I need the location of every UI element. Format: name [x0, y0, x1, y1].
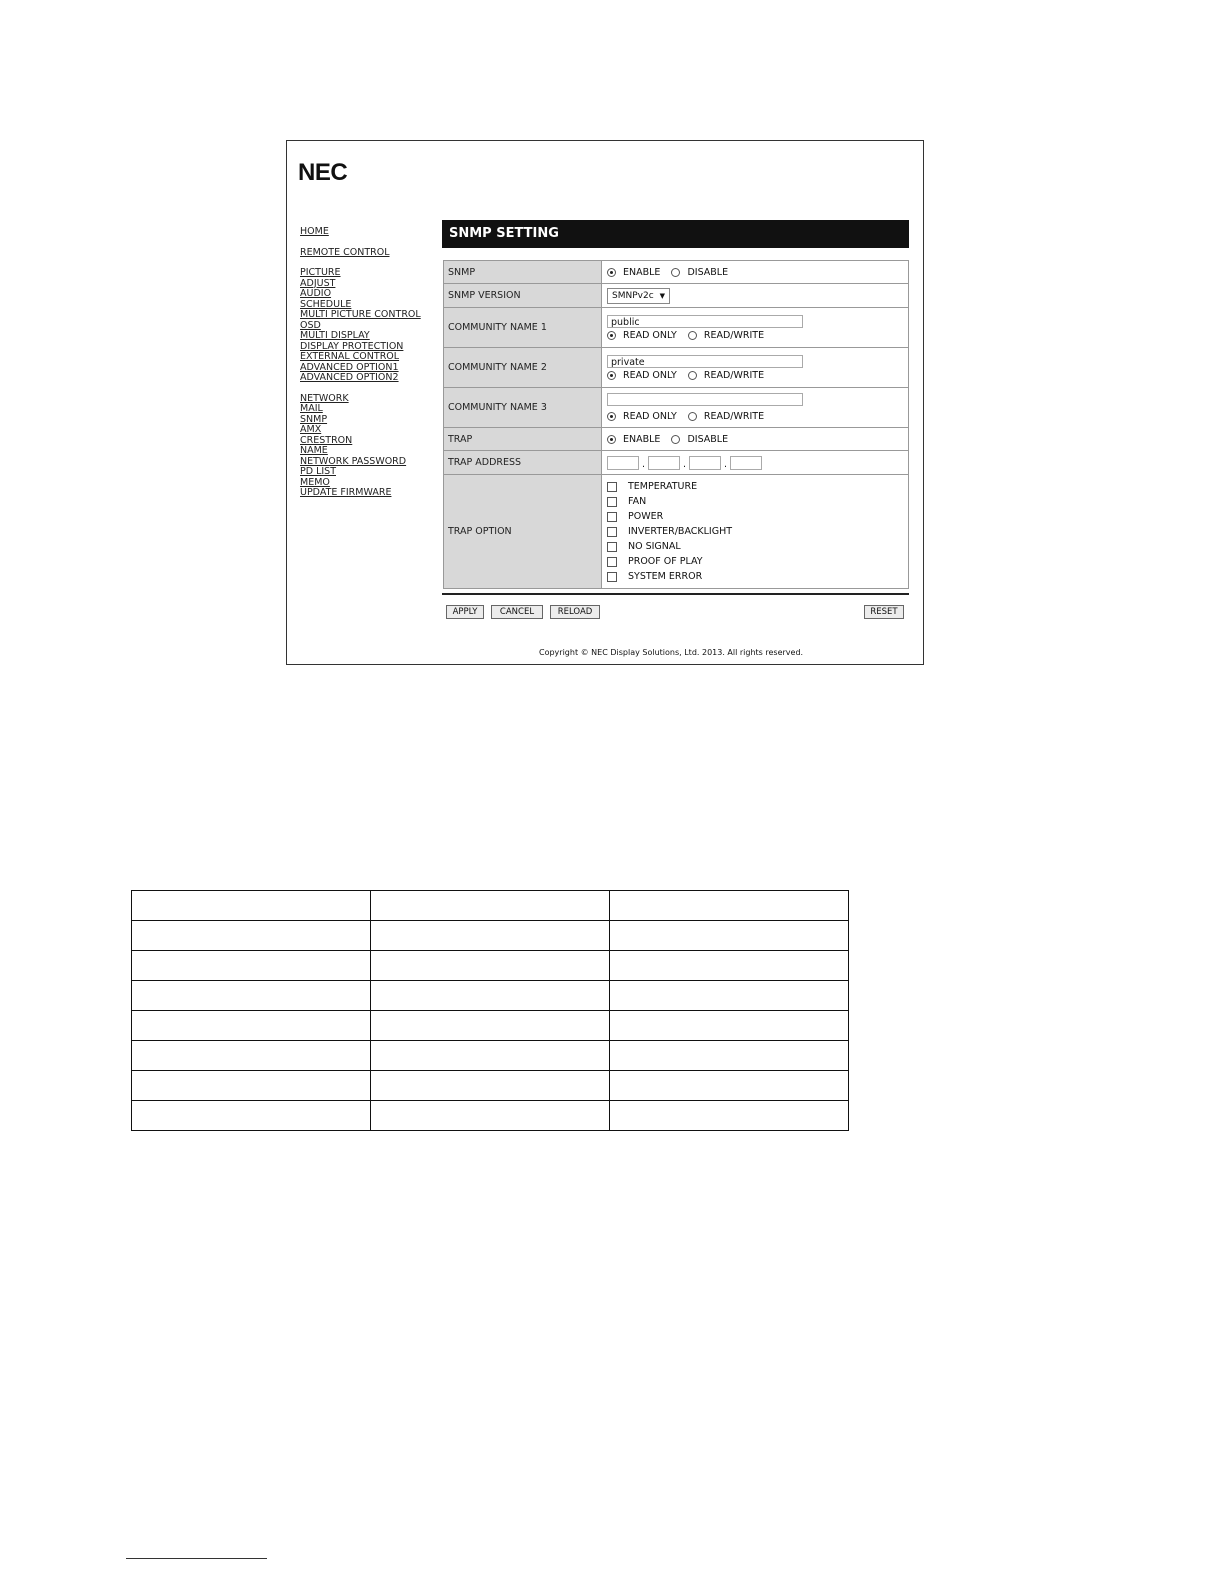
trap-row — [444, 428, 909, 451]
snmp-value — [602, 261, 909, 284]
table-row — [132, 1011, 849, 1041]
trap-address-octet-1[interactable] — [607, 456, 639, 470]
table-row — [132, 1101, 849, 1131]
no-signal-label: NO SIGNAL — [628, 541, 681, 552]
no-signal-checkbox[interactable] — [607, 542, 617, 552]
empty-table — [131, 890, 849, 1131]
trap-address-value — [602, 451, 909, 475]
trap-address-octet-3[interactable] — [689, 456, 721, 470]
nav-link-remote-control[interactable]: REMOTE CONTROL — [300, 246, 390, 258]
nav-link-osd[interactable]: OSD — [300, 319, 321, 331]
community-1-read-write-label: READ/WRITE — [703, 329, 765, 341]
table-cell — [610, 951, 849, 981]
table-cell — [132, 1041, 371, 1071]
community-name-3-label: COMMUNITY NAME 3 — [444, 388, 602, 428]
power-label: POWER — [628, 511, 664, 522]
trap-option-row — [444, 475, 909, 589]
trap-option-no-signal — [607, 539, 908, 554]
snmp-enable-label: ENABLE — [623, 266, 661, 278]
nav-link-amx[interactable]: AMX — [300, 424, 322, 435]
snmp-version-select[interactable] — [607, 288, 670, 304]
trap-option-label: TRAP OPTION — [444, 475, 602, 589]
community-1-read-only-radio[interactable] — [607, 331, 616, 340]
trap-address-label: TRAP ADDRESS — [444, 451, 602, 475]
reset-button[interactable]: RESET — [864, 605, 904, 619]
community-2-read-only-label: READ ONLY — [623, 369, 677, 381]
temperature-label: TEMPERATURE — [628, 481, 698, 492]
power-checkbox[interactable] — [607, 512, 617, 522]
trap-address-row — [444, 451, 909, 475]
cancel-button[interactable]: CANCEL — [491, 605, 543, 619]
trap-value — [602, 428, 909, 451]
nec-web-ui-screenshot — [286, 140, 924, 665]
trap-enable-radio[interactable] — [607, 435, 616, 444]
community-2-read-write-label: READ/WRITE — [703, 369, 765, 381]
table-cell — [371, 1101, 610, 1131]
table-cell — [371, 921, 610, 951]
chevron-down-icon: ▼ — [659, 291, 666, 300]
ip-separator: . — [723, 458, 728, 470]
table-cell — [610, 981, 849, 1011]
table-cell — [371, 981, 610, 1011]
nav-link-mail[interactable]: MAIL — [300, 403, 323, 414]
community-3-read-write-radio[interactable] — [688, 412, 697, 421]
inverter-backlight-checkbox[interactable] — [607, 527, 617, 537]
nav-link-memo[interactable]: MEMO — [300, 476, 330, 488]
trap-label: TRAP — [444, 428, 602, 451]
snmp-disable-label: DISABLE — [687, 266, 729, 278]
nav-link-audio[interactable]: AUDIO — [300, 288, 332, 299]
snmp-settings-form — [443, 260, 909, 589]
nav-group-network — [300, 394, 450, 499]
community-name-1-label: COMMUNITY NAME 1 — [444, 308, 602, 348]
community-name-1-input[interactable]: public — [607, 315, 803, 328]
table-cell — [610, 891, 849, 921]
community-2-read-write-radio[interactable] — [688, 371, 697, 380]
snmp-version-value — [602, 284, 909, 308]
nav-link-advanced-option2[interactable]: ADVANCED OPTION2 — [300, 372, 399, 383]
nec-logo: NEC — [298, 159, 348, 186]
system-error-label: SYSTEM ERROR — [628, 571, 703, 582]
temperature-checkbox[interactable] — [607, 482, 617, 492]
nav-link-adjust[interactable]: ADJUST — [300, 277, 336, 289]
table-cell — [610, 1041, 849, 1071]
trap-option-proof-of-play — [607, 554, 908, 569]
footnote-rule — [126, 1558, 267, 1559]
trap-option-power — [607, 509, 908, 524]
nav-link-home[interactable]: HOME — [300, 226, 329, 237]
table-cell — [371, 891, 610, 921]
table-row — [132, 951, 849, 981]
community-name-2-value — [602, 348, 909, 388]
community-3-read-only-radio[interactable] — [607, 412, 616, 421]
trap-enable-label: ENABLE — [623, 433, 661, 445]
trap-option-fan — [607, 494, 908, 509]
table-cell — [610, 921, 849, 951]
table-cell — [132, 1071, 371, 1101]
trap-option-inverter-backlight — [607, 524, 908, 539]
table-cell — [132, 891, 371, 921]
community-name-2-label: COMMUNITY NAME 2 — [444, 348, 602, 388]
community-3-read-only-label: READ ONLY — [623, 411, 677, 422]
nav-group-picture — [300, 268, 450, 384]
table-cell — [610, 1011, 849, 1041]
table-cell — [132, 921, 371, 951]
apply-button[interactable]: APPLY — [446, 605, 484, 619]
community-name-1-row — [444, 308, 909, 348]
inverter-backlight-label: INVERTER/BACKLIGHT — [628, 526, 733, 537]
community-name-1-value — [602, 308, 909, 348]
nav-link-name[interactable]: NAME — [300, 445, 328, 456]
nav-link-pd-list[interactable]: PD LIST — [300, 466, 336, 477]
nav-link-network-password[interactable]: NETWORK PASSWORD — [300, 455, 407, 467]
copyright-notice: Copyright © NEC Display Solutions, Ltd. 2013. All rights reserved. — [539, 648, 804, 657]
trap-address-octet-4[interactable] — [730, 456, 762, 470]
snmp-version-selected: SMNPv2c — [612, 290, 654, 301]
proof-of-play-label: PROOF OF PLAY — [628, 556, 703, 567]
nav-link-advanced-option1[interactable]: ADVANCED OPTION1 — [300, 361, 399, 373]
nav-link-multi-display[interactable]: MULTI DISPLAY — [300, 330, 370, 341]
nav-link-snmp[interactable]: SNMP — [300, 413, 328, 425]
community-2-read-only-radio[interactable] — [607, 371, 616, 380]
table-cell — [371, 1071, 610, 1101]
table-cell — [132, 981, 371, 1011]
ip-separator: . — [682, 458, 687, 470]
trap-option-temperature — [607, 479, 908, 494]
trap-option-value — [602, 475, 909, 589]
nav-link-display-protection[interactable]: DISPLAY PROTECTION — [300, 340, 404, 352]
ip-separator: . — [641, 458, 646, 470]
community-3-read-write-label: READ/WRITE — [703, 411, 765, 422]
table-cell — [371, 1041, 610, 1071]
page-title: SNMP SETTING — [442, 220, 909, 248]
nav-link-picture[interactable]: PICTURE — [300, 267, 341, 278]
proof-of-play-checkbox[interactable] — [607, 557, 617, 567]
trap-option-system-error — [607, 569, 908, 584]
trap-address-octet-2[interactable] — [648, 456, 680, 470]
nav-link-update-firmware[interactable]: UPDATE FIRMWARE — [300, 487, 392, 498]
system-error-checkbox[interactable] — [607, 572, 617, 582]
form-divider — [442, 593, 909, 595]
table-cell — [610, 1071, 849, 1101]
community-name-3-value — [602, 388, 909, 428]
snmp-enable-radio[interactable] — [607, 268, 616, 277]
table-row — [132, 891, 849, 921]
table-cell — [132, 1011, 371, 1041]
table-row — [132, 921, 849, 951]
nav-group-home — [300, 227, 450, 238]
sidebar-nav — [300, 227, 450, 509]
fan-label: FAN — [628, 496, 647, 507]
table-cell — [371, 1011, 610, 1041]
community-1-read-write-radio[interactable] — [688, 331, 697, 340]
fan-checkbox[interactable] — [607, 497, 617, 507]
table-cell — [610, 1101, 849, 1131]
nav-link-multi-picture-control[interactable]: MULTI PICTURE CONTROL — [300, 309, 421, 320]
snmp-version-label: SNMP VERSION — [444, 284, 602, 308]
community-name-2-row — [444, 348, 909, 388]
community-name-2-input[interactable]: private — [607, 355, 803, 368]
snmp-label: SNMP — [444, 261, 602, 284]
nav-link-network[interactable]: NETWORK — [300, 392, 349, 404]
table-row — [132, 1071, 849, 1101]
nav-link-schedule[interactable]: SCHEDULE — [300, 298, 352, 310]
trap-disable-label: DISABLE — [687, 433, 729, 445]
trap-disable-radio[interactable] — [671, 435, 680, 444]
community-name-3-row — [444, 388, 909, 428]
nav-link-external-control[interactable]: EXTERNAL CONTROL — [300, 351, 400, 362]
nav-group-remote — [300, 248, 450, 259]
snmp-disable-radio[interactable] — [671, 268, 680, 277]
nav-link-crestron[interactable]: CRESTRON — [300, 434, 353, 446]
table-row — [132, 981, 849, 1011]
snmp-row — [444, 261, 909, 284]
reload-button[interactable]: RELOAD — [550, 605, 600, 619]
table-cell — [371, 951, 610, 981]
table-row — [132, 1041, 849, 1071]
community-name-3-input[interactable] — [607, 393, 803, 406]
table-cell — [132, 1101, 371, 1131]
community-1-read-only-label: READ ONLY — [623, 329, 677, 341]
snmp-version-row — [444, 284, 909, 308]
table-cell — [132, 951, 371, 981]
